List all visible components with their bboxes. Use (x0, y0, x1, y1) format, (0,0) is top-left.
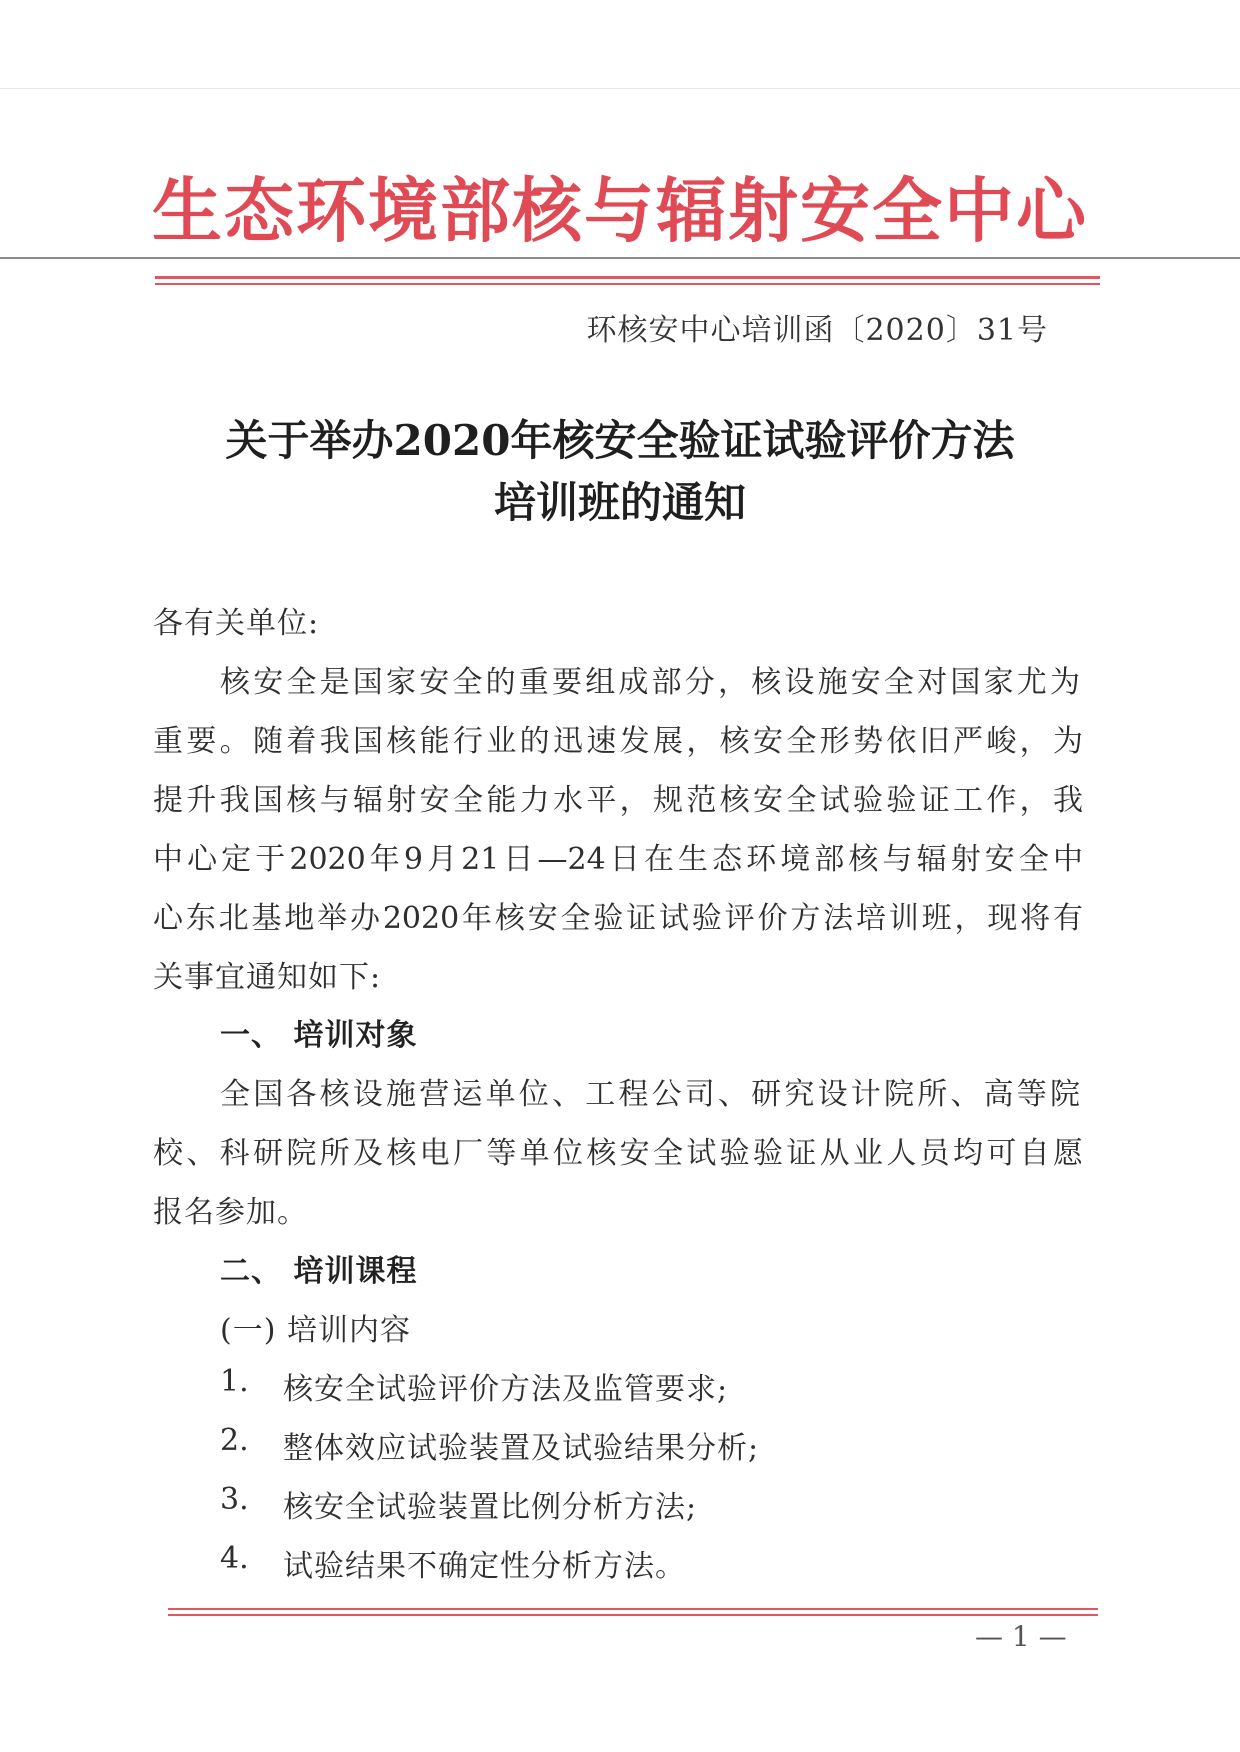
intro-line-2: 重要。随着我国核能行业的迅速发展，核安全形势依旧严峻，为 (153, 724, 1083, 759)
list-item-text: 核安全试验装置比例分析方法; (283, 1490, 698, 1525)
section-1-heading: 一、 培训对象 (220, 1018, 418, 1053)
header-divider (0, 257, 1240, 259)
list-item-text: 试验结果不确定性分析方法。 (283, 1549, 686, 1584)
list-item-number: 2. (220, 1423, 249, 1458)
section-1-line-3: 报名参加。 (153, 1195, 308, 1230)
red-rule-top (155, 276, 1100, 279)
organization-header: 生态环境部核与辐射安全中心 (152, 170, 1088, 252)
list-item-number: 1. (220, 1364, 249, 1399)
footer-rule-thin (168, 1614, 1098, 1616)
list-item-text: 整体效应试验装置及试验结果分析; (283, 1431, 760, 1466)
footer-rule (168, 1608, 1098, 1610)
intro-line-6: 关事宜通知如下: (153, 960, 382, 995)
document-number: 环核安中心培训函〔2020〕31号 (586, 313, 1048, 348)
intro-line-1: 核安全是国家安全的重要组成部分，核设施安全对国家尤为 (220, 665, 1080, 700)
page-number: — 1 — (975, 1620, 1067, 1653)
salutation: 各有关单位: (153, 606, 320, 641)
scan-artifact-line (0, 88, 1240, 89)
list-item-number: 4. (220, 1541, 249, 1576)
intro-line-3: 提升我国核与辐射安全能力水平，规范核安全试验验证工作，我 (153, 783, 1083, 818)
intro-line-5: 心东北基地举办2020年核安全验证试验评价方法培训班，现将有 (153, 901, 1083, 936)
list-item-number: 3. (220, 1482, 249, 1517)
subsection-1-heading: (一) 培训内容 (220, 1313, 411, 1348)
section-1-line-2: 校、科研院所及核电厂等单位核安全试验验证从业人员均可自愿 (153, 1136, 1083, 1171)
intro-line-4: 中心定于2020年9月21日—24日在生态环境部核与辐射安全中 (153, 842, 1083, 877)
notice-title-line-2: 培训班的通知 (493, 478, 746, 527)
red-rule-top-thin (155, 283, 1100, 285)
section-1-line-1: 全国各核设施营运单位、工程公司、研究设计院所、高等院 (220, 1077, 1080, 1112)
section-2-heading: 二、 培训课程 (220, 1254, 418, 1289)
list-item-text: 核安全试验评价方法及监管要求; (283, 1372, 729, 1407)
notice-title-line-1: 关于举办2020年核安全验证试验评价方法 (225, 416, 1015, 465)
